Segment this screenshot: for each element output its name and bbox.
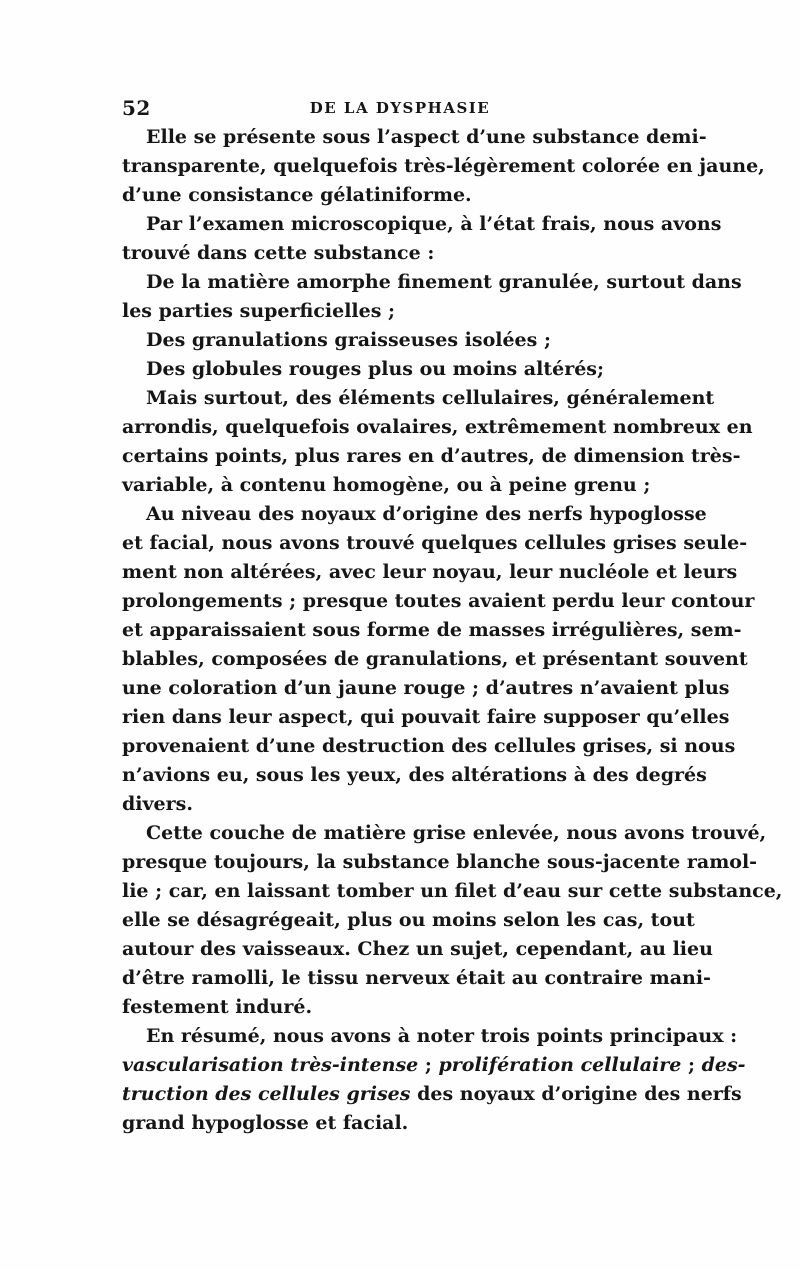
text-line: et apparaissaient sous forme de masses irrégulières, sem- <box>122 619 742 641</box>
separator: ; <box>418 1054 439 1076</box>
text-line: De la matière amorphe finement granulée, surtout dans <box>146 271 742 293</box>
text-line: lie ; car, en laissant tomber un filet d’eau sur cette substance, <box>122 880 783 902</box>
text-line: ment non altérées, avec leur noyau, leur nucléole et leurs <box>122 561 738 583</box>
italic-term: des- <box>701 1054 746 1076</box>
text-line: Mais surtout, des éléments cellulaires, généralement <box>146 387 715 409</box>
text-line: Des globules rouges plus ou moins altérés; <box>146 358 605 380</box>
text-line: Elle se présente sous l’aspect d’une substance demi- <box>146 126 707 148</box>
italic-term: prolifération cellulaire <box>438 1054 682 1076</box>
text-line: grand hypoglosse et facial. <box>122 1112 409 1134</box>
text-line: n’avions eu, sous les yeux, des altérations à des degrés <box>122 764 707 786</box>
text-line: En résumé, nous avons à noter trois points principaux : <box>146 1025 738 1047</box>
text-line: Au niveau des noyaux d’origine des nerfs hypoglosse <box>146 503 707 525</box>
paragraph-1 <box>122 123 765 210</box>
text-line: variable, à contenu homogène, ou à peine grenu ; <box>122 474 651 496</box>
page-number: 52 <box>122 96 151 120</box>
paragraph-4 <box>122 326 678 355</box>
text-line: divers. <box>122 793 193 815</box>
text-line: transparente, quelquefois très-légèrement colorée en jaune, <box>122 155 765 177</box>
paragraph-5 <box>122 355 678 384</box>
running-title: DE LA DYSPHASIE <box>309 99 491 117</box>
text-line: arrondis, quelquefois ovalaires, extrêmement nombreux en <box>122 416 753 438</box>
text-line: d’être ramolli, le tissu nerveux était au contraire mani- <box>122 967 711 989</box>
text-line: Des granulations graisseuses isolées ; <box>146 329 551 351</box>
text-line: prolongements ; presque toutes avaient perdu leur contour <box>122 590 755 612</box>
italic-term: vascularisation très-intense <box>122 1054 419 1076</box>
paragraph-3 <box>122 268 742 326</box>
paragraph-8 <box>122 819 783 1022</box>
text-line <box>122 1080 742 1109</box>
separator: ; <box>681 1054 702 1076</box>
text-line: une coloration d’un jaune rouge ; d’autres n’avaient plus <box>122 677 730 699</box>
body-text <box>122 123 783 1138</box>
text-line: et facial, nous avons trouvé quelques cellules grises seule- <box>122 532 748 554</box>
text-line: rien dans leur aspect, qui pouvait faire supposer qu’elles <box>122 706 730 728</box>
text-line: Par l’examen microscopique, à l’état frais, nous avons <box>146 213 722 235</box>
text-line: d’une consistance gélatiniforme. <box>122 184 472 206</box>
text-line: elle se désagrégeait, plus ou moins selon les cas, tout <box>122 909 695 931</box>
text-line: autour des vaisseaux. Chez un sujet, cependant, au lieu <box>122 938 713 960</box>
paragraph-7 <box>122 500 755 819</box>
text-run: des noyaux d’origine des nerfs <box>410 1083 742 1105</box>
paragraph-6 <box>122 384 753 500</box>
text-line: Cette couche de matière grise enlevée, nous avons trouvé, <box>146 822 767 844</box>
text-line: provenaient d’une destruction des cellules grises, si nous <box>122 735 736 757</box>
text-line <box>122 1051 746 1080</box>
text-line: presque toujours, la substance blanche sous-jacente ramol- <box>122 851 758 873</box>
text-line: les parties superficielles ; <box>122 300 396 322</box>
text-line: blables, composées de granulations, et présentant souvent <box>122 648 748 670</box>
text-line: festement induré. <box>122 996 313 1018</box>
paragraph-2 <box>122 210 722 268</box>
text-line: trouvé dans cette substance : <box>122 242 435 264</box>
summary-paragraph <box>122 1022 746 1138</box>
italic-term: truction des cellules grises <box>122 1083 411 1105</box>
text-line: certains points, plus rares en d’autres, de dimension très- <box>122 445 741 467</box>
running-head <box>122 96 678 120</box>
